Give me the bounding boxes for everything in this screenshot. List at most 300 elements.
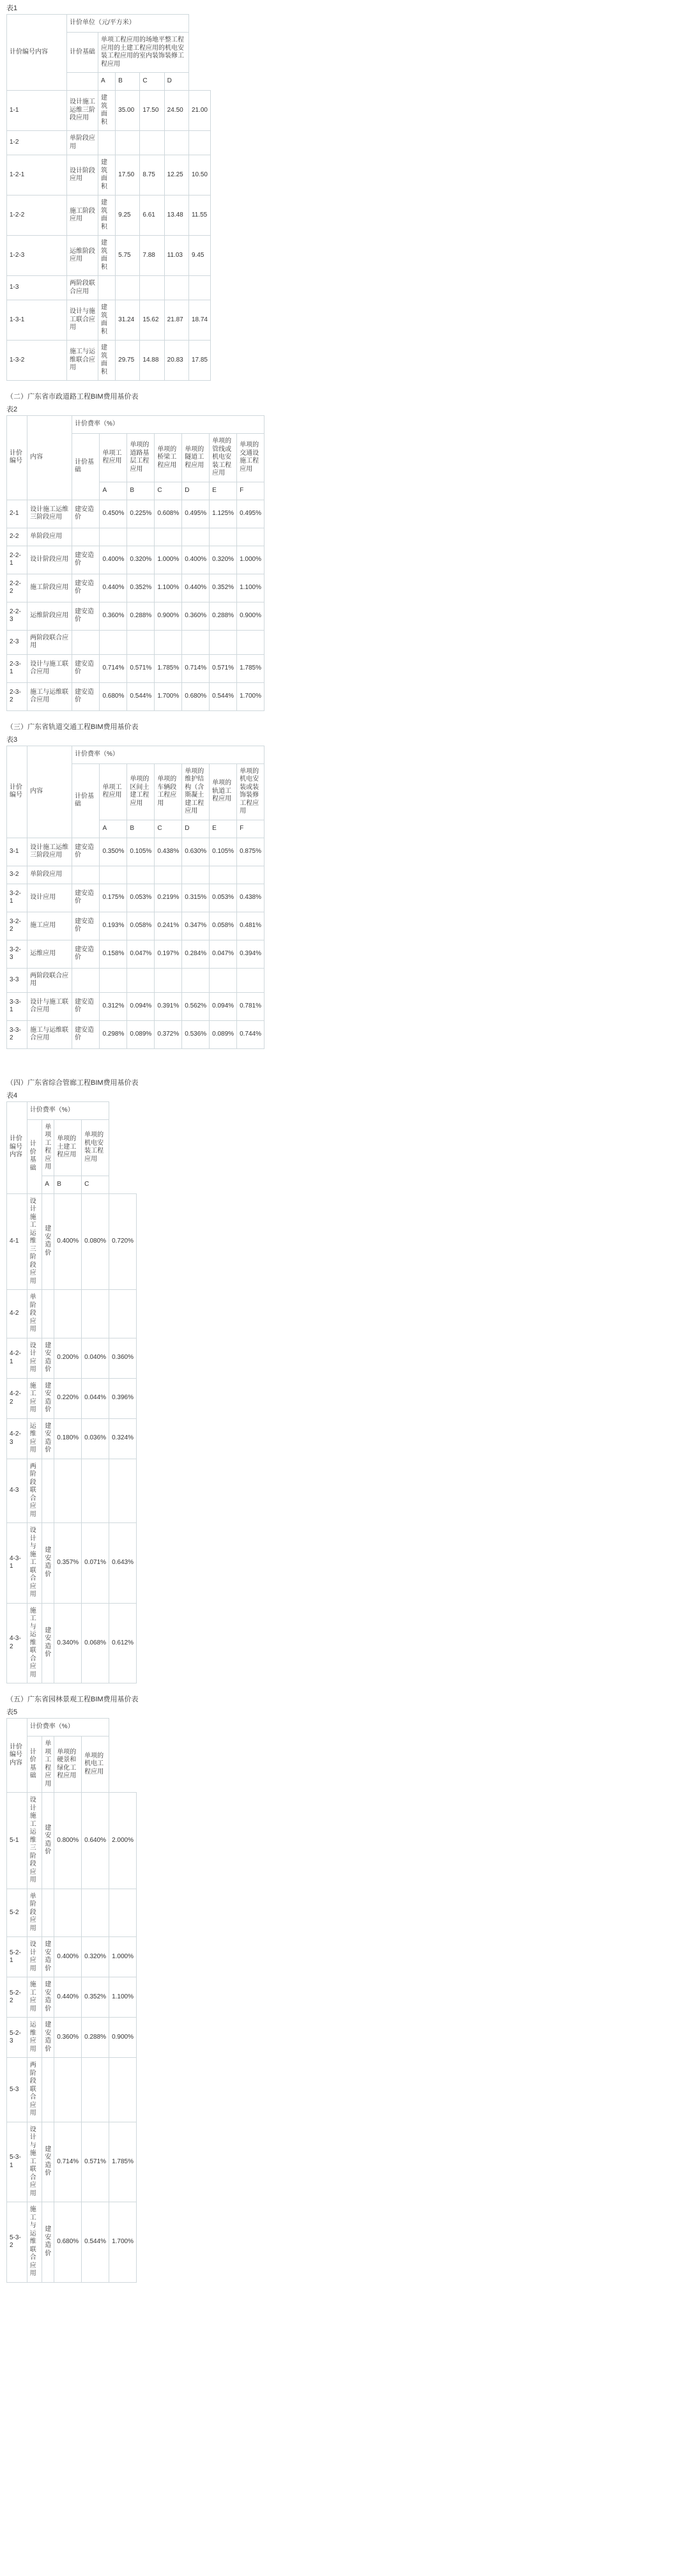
table-row — [7, 2018, 137, 2058]
row-value: 0.315% — [182, 884, 210, 912]
table-row — [7, 1290, 137, 1338]
row-value: 0.180% — [54, 1418, 82, 1459]
row-value: 0.193% — [100, 912, 127, 940]
row-basis: 建安造价 — [72, 602, 99, 630]
row-name: 施工阶段应用 — [27, 574, 72, 602]
row-value: 1.785% — [237, 654, 264, 682]
row-value: 0.220% — [54, 1378, 82, 1418]
table-row — [7, 912, 264, 940]
row-no: 2-2-1 — [7, 546, 27, 574]
bim-fee-table-4 — [6, 1101, 137, 1684]
header-letter-d: D — [182, 482, 210, 500]
header-basis: 计价基础 — [67, 33, 98, 73]
row-no: 1-2-1 — [7, 155, 67, 195]
row-no: 1-1 — [7, 91, 67, 131]
header-no: 计价编号 — [7, 416, 27, 500]
header-split-2: 单项的土建工程应用 — [54, 1119, 82, 1176]
row-value: 0.071% — [82, 1523, 109, 1604]
table-caption-2: 表2 — [6, 406, 18, 413]
row-value: 0.440% — [182, 574, 210, 602]
row-no: 3-3-2 — [7, 1020, 27, 1048]
row-value: 9.45 — [188, 236, 210, 276]
row-value — [109, 1889, 137, 1937]
row-name: 设计施工运维三阶段应用 — [27, 1193, 42, 1290]
table-row — [7, 341, 211, 381]
row-value: 0.352% — [82, 1977, 109, 2018]
row-name: 设计施工运维三阶段应用 — [27, 500, 72, 528]
row-value — [109, 1290, 137, 1338]
table-row — [7, 155, 211, 195]
row-name: 运维应用 — [27, 1418, 42, 1459]
row-value — [140, 276, 164, 300]
row-basis — [98, 276, 116, 300]
row-value: 0.053% — [210, 884, 237, 912]
row-value: 1.125% — [210, 500, 237, 528]
row-value: 0.630% — [182, 838, 210, 866]
header-basis: 计价基础 — [72, 763, 99, 838]
row-name: 单阶段应用 — [27, 1889, 42, 1937]
row-value: 1.785% — [109, 2122, 137, 2202]
row-name: 设计阶段应用 — [67, 155, 98, 195]
row-value — [210, 968, 237, 992]
row-value — [116, 276, 140, 300]
row-value: 0.394% — [237, 940, 264, 968]
row-name: 单阶段应用 — [27, 528, 72, 546]
row-no: 2-3-2 — [7, 682, 27, 710]
row-value: 0.612% — [109, 1603, 137, 1683]
bim-fee-table-3 — [6, 746, 264, 1049]
row-value — [100, 968, 127, 992]
header-split-1: 单项工程应用 — [100, 434, 127, 482]
row-basis — [42, 1290, 54, 1338]
row-value — [182, 528, 210, 546]
row-value: 0.089% — [127, 1020, 155, 1048]
block-gap — [0, 1049, 690, 1067]
row-value — [116, 131, 140, 155]
header-split-2: 单项的区间土建工程应用 — [127, 763, 155, 820]
table-row — [7, 1793, 137, 1889]
row-value — [164, 276, 188, 300]
bim-fee-table-1 — [6, 14, 211, 381]
header-letter-b: B — [116, 73, 140, 91]
row-value: 29.75 — [116, 341, 140, 381]
row-value: 0.372% — [155, 1020, 182, 1048]
table-row — [7, 1193, 137, 1290]
row-value: 1.100% — [155, 574, 182, 602]
row-value: 0.068% — [82, 1603, 109, 1683]
bim-fee-table-5 — [6, 1718, 137, 2283]
row-value: 0.495% — [237, 500, 264, 528]
row-value — [100, 630, 127, 654]
table-row — [7, 1378, 137, 1418]
row-no: 4-3 — [7, 1459, 27, 1523]
table-row — [7, 416, 264, 434]
row-value: 0.714% — [100, 654, 127, 682]
row-value — [210, 630, 237, 654]
row-no: 3-2 — [7, 866, 27, 884]
row-no: 5-2-2 — [7, 1977, 27, 2018]
table-row — [7, 2058, 137, 2122]
header-letter-f: F — [237, 482, 264, 500]
table-caption-4: 表4 — [6, 1091, 18, 1100]
row-value: 24.50 — [164, 91, 188, 131]
header-split-6: 单项的机电安装或装饰装修工程应用 — [237, 763, 264, 820]
row-value: 0.643% — [109, 1523, 137, 1604]
row-value: 0.288% — [127, 602, 155, 630]
table-row — [7, 546, 264, 574]
table-row — [7, 300, 211, 341]
row-value: 0.438% — [155, 838, 182, 866]
header-split-5: 单项的管线或机电安装工程应用 — [210, 434, 237, 482]
row-value: 0.744% — [237, 1020, 264, 1048]
table-row — [7, 528, 264, 546]
row-no: 3-2-1 — [7, 884, 27, 912]
table-row — [7, 574, 264, 602]
row-no: 4-2-2 — [7, 1378, 27, 1418]
row-value: 0.450% — [100, 500, 127, 528]
header-letter-e: E — [210, 820, 237, 838]
row-no: 4-2 — [7, 1290, 27, 1338]
row-value: 0.352% — [210, 574, 237, 602]
row-value: 0.105% — [127, 838, 155, 866]
row-value — [237, 968, 264, 992]
header-split-4: 单项的隧道工程应用 — [182, 434, 210, 482]
row-name: 单阶段应用 — [27, 866, 72, 884]
row-no: 3-3-1 — [7, 992, 27, 1020]
row-value: 0.360% — [100, 602, 127, 630]
row-name: 设计阶段应用 — [27, 546, 72, 574]
row-name: 施工与运维联合应用 — [67, 341, 98, 381]
header-letter-a: A — [98, 73, 116, 91]
row-value: 1.000% — [155, 546, 182, 574]
row-value: 0.298% — [100, 1020, 127, 1048]
row-basis: 建筑面积 — [98, 341, 116, 381]
row-value: 1.700% — [155, 682, 182, 710]
row-value: 6.61 — [140, 195, 164, 236]
row-value — [109, 1459, 137, 1523]
row-value: 0.495% — [182, 500, 210, 528]
row-name: 两阶段联合应用 — [27, 630, 72, 654]
row-basis: 建安造价 — [42, 1977, 54, 2018]
header-split-2: 单项的道路基层工程应用 — [127, 434, 155, 482]
row-basis: 建筑面积 — [98, 155, 116, 195]
section-title-4: （四）广东省综合管廊工程BIM费用基价表 — [6, 1078, 139, 1087]
row-no: 4-2-1 — [7, 1338, 27, 1378]
row-basis — [42, 1459, 54, 1523]
row-value — [210, 528, 237, 546]
row-value: 0.544% — [127, 682, 155, 710]
header-letter-c: C — [155, 820, 182, 838]
row-basis: 建安造价 — [42, 1418, 54, 1459]
table-row — [7, 1603, 137, 1683]
row-name: 施工与运维联合应用 — [27, 2202, 42, 2283]
row-no: 4-2-3 — [7, 1418, 27, 1459]
row-value: 1.700% — [109, 2202, 137, 2283]
row-value: 0.800% — [54, 1793, 82, 1889]
header-split-3: 单项的车辆段工程应用 — [155, 763, 182, 820]
table-row — [7, 992, 264, 1020]
row-no: 5-3-1 — [7, 2122, 27, 2202]
row-value: 31.24 — [116, 300, 140, 341]
row-value: 0.347% — [182, 912, 210, 940]
row-no: 2-3 — [7, 630, 27, 654]
row-name: 设计与施工联合应用 — [27, 1523, 42, 1604]
row-value: 1.785% — [155, 654, 182, 682]
header-unit-group: 计价费率（%） — [27, 1719, 109, 1736]
header-split-4: 单项的维护结构（含斯凝土建工程应用 — [182, 763, 210, 820]
row-value — [82, 2058, 109, 2122]
row-value — [210, 866, 237, 884]
row-value: 0.350% — [100, 838, 127, 866]
row-value: 0.047% — [210, 940, 237, 968]
section-title-5: （五）广东省园林景观工程BIM费用基价表 — [6, 1696, 139, 1703]
header-letter-c: C — [82, 1176, 109, 1193]
table-row — [7, 2202, 137, 2283]
row-basis: 建安造价 — [72, 912, 99, 940]
row-no: 3-1 — [7, 838, 27, 866]
row-no: 1-2-3 — [7, 236, 67, 276]
row-value: 0.391% — [155, 992, 182, 1020]
row-value — [155, 630, 182, 654]
row-name: 设计施工运维三阶段应用 — [67, 91, 98, 131]
header-split-6: 单项的交通设施工程应用 — [237, 434, 264, 482]
header-letter-d: D — [182, 820, 210, 838]
table-row — [7, 15, 211, 33]
row-name: 两阶段联合应用 — [27, 1459, 42, 1523]
row-value — [237, 528, 264, 546]
row-name: 施工阶段应用 — [67, 195, 98, 236]
row-value: 0.360% — [182, 602, 210, 630]
row-value: 0.900% — [109, 2018, 137, 2058]
row-name: 运维阶段应用 — [27, 602, 72, 630]
table-row — [7, 500, 264, 528]
row-name: 设计与施工联合应用 — [27, 2122, 42, 2202]
row-basis: 建安造价 — [42, 1193, 54, 1290]
section-title-3: （三）广东省轨道交通工程BIM费用基价表 — [6, 723, 139, 731]
row-name: 运维应用 — [27, 940, 72, 968]
row-no: 5-3-2 — [7, 2202, 27, 2283]
header-letter-a: A — [42, 1176, 54, 1193]
row-value: 0.481% — [237, 912, 264, 940]
row-value: 7.88 — [140, 236, 164, 276]
row-value: 0.714% — [54, 2122, 82, 2202]
row-value: 0.105% — [210, 838, 237, 866]
row-value: 0.680% — [100, 682, 127, 710]
table-row — [7, 884, 264, 912]
row-value: 0.720% — [109, 1193, 137, 1290]
row-basis: 建安造价 — [72, 884, 99, 912]
table-row — [7, 630, 264, 654]
row-no: 1-3-1 — [7, 300, 67, 341]
row-no: 4-3-1 — [7, 1523, 27, 1604]
row-name: 设计应用 — [27, 884, 72, 912]
row-value: 0.536% — [182, 1020, 210, 1048]
row-value: 0.158% — [100, 940, 127, 968]
row-value: 0.714% — [182, 654, 210, 682]
table-row — [7, 940, 264, 968]
row-value: 0.680% — [54, 2202, 82, 2283]
header-split-1: 单项工程应用 — [42, 1119, 54, 1176]
row-value: 1.100% — [237, 574, 264, 602]
header-letter-cell — [67, 73, 98, 91]
row-value — [54, 1459, 82, 1523]
row-basis — [72, 866, 99, 884]
row-value: 21.87 — [164, 300, 188, 341]
row-value: 0.608% — [155, 500, 182, 528]
header-basis: 计价基础 — [27, 1736, 42, 1793]
row-value: 0.781% — [237, 992, 264, 1020]
row-name: 两阶段联合应用 — [27, 968, 72, 992]
row-value — [54, 1889, 82, 1937]
table-row — [7, 968, 264, 992]
row-basis: 建安造价 — [42, 1378, 54, 1418]
row-value — [82, 1889, 109, 1937]
row-value — [237, 866, 264, 884]
row-value: 0.094% — [210, 992, 237, 1020]
row-no: 2-2-3 — [7, 602, 27, 630]
row-no: 2-2-2 — [7, 574, 27, 602]
row-name: 施工应用 — [27, 912, 72, 940]
row-value — [127, 968, 155, 992]
row-value: 0.400% — [54, 1937, 82, 1977]
row-value: 0.241% — [155, 912, 182, 940]
header-basis: 计价基础 — [27, 1119, 42, 1193]
row-value: 0.320% — [210, 546, 237, 574]
header-letter-c: C — [155, 482, 182, 500]
header-letter-a: A — [100, 482, 127, 500]
table-row — [7, 2122, 137, 2202]
row-value: 0.400% — [100, 546, 127, 574]
row-name: 设计与施工联合应用 — [67, 300, 98, 341]
row-value: 9.25 — [116, 195, 140, 236]
row-basis: 建安造价 — [72, 500, 99, 528]
row-basis: 建安造价 — [72, 838, 99, 866]
table-row — [7, 838, 264, 866]
row-no: 5-2 — [7, 1889, 27, 1937]
row-value — [127, 866, 155, 884]
row-basis: 建安造价 — [72, 992, 99, 1020]
row-value: 0.352% — [127, 574, 155, 602]
row-value — [100, 866, 127, 884]
header-split-3: 单项的桥梁工程应用 — [155, 434, 182, 482]
row-basis: 建安造价 — [72, 940, 99, 968]
row-value: 0.900% — [155, 602, 182, 630]
header-label-no-content: 计价编号内容 — [7, 1719, 27, 1793]
row-value: 0.571% — [210, 654, 237, 682]
row-value: 0.284% — [182, 940, 210, 968]
row-no: 3-2-2 — [7, 912, 27, 940]
row-basis — [72, 968, 99, 992]
row-value: 0.438% — [237, 884, 264, 912]
row-name: 设计应用 — [27, 1338, 42, 1378]
row-value: 14.88 — [140, 341, 164, 381]
row-value: 0.571% — [82, 2122, 109, 2202]
row-basis: 建安造价 — [72, 654, 99, 682]
row-value: 0.360% — [54, 2018, 82, 2058]
header-split-3: 单项的机电安装工程应用 — [82, 1119, 109, 1176]
row-basis: 建安造价 — [42, 2122, 54, 2202]
header-basis: 计价基础 — [72, 434, 99, 500]
row-value — [100, 528, 127, 546]
row-value: 0.544% — [210, 682, 237, 710]
header-unit-group: 计价单位（元/平方米） — [67, 15, 189, 33]
row-no: 4-3-2 — [7, 1603, 27, 1683]
table-row — [7, 1101, 137, 1119]
row-value: 1.700% — [237, 682, 264, 710]
table-row — [7, 1418, 137, 1459]
row-value: 1.100% — [109, 1977, 137, 2018]
row-value — [182, 866, 210, 884]
header-label-no-content: 计价编号内容 — [7, 1101, 27, 1193]
header-content: 内容 — [27, 416, 72, 500]
row-value: 0.640% — [82, 1793, 109, 1889]
row-value: 0.360% — [109, 1338, 137, 1378]
row-name: 设计与施工联合应用 — [27, 654, 72, 682]
row-value — [140, 131, 164, 155]
row-value — [82, 1290, 109, 1338]
row-name: 施工与运维联合应用 — [27, 1020, 72, 1048]
row-name: 设计与施工联合应用 — [27, 992, 72, 1020]
table-row — [7, 1020, 264, 1048]
row-value — [82, 1459, 109, 1523]
header-no: 计价编号 — [7, 746, 27, 838]
table-row — [7, 654, 264, 682]
row-value: 0.219% — [155, 884, 182, 912]
row-value: 5.75 — [116, 236, 140, 276]
row-value: 0.320% — [82, 1937, 109, 1977]
row-value: 0.320% — [127, 546, 155, 574]
table-row — [7, 1937, 137, 1977]
row-value — [155, 528, 182, 546]
row-value: 35.00 — [116, 91, 140, 131]
row-value: 11.03 — [164, 236, 188, 276]
row-basis: 建安造价 — [42, 2202, 54, 2283]
row-no: 1-3 — [7, 276, 67, 300]
row-basis — [42, 1889, 54, 1937]
row-name: 两阶段联合应用 — [67, 276, 98, 300]
row-value: 0.400% — [54, 1193, 82, 1290]
row-value: 1.000% — [109, 1937, 137, 1977]
header-letter-e: E — [210, 482, 237, 500]
header-letter-f: F — [237, 820, 264, 838]
row-value: 8.75 — [140, 155, 164, 195]
header-split-2: 单项的硬景和绿化工程应用 — [54, 1736, 82, 1793]
row-value: 0.053% — [127, 884, 155, 912]
row-basis — [98, 131, 116, 155]
row-value — [155, 968, 182, 992]
section-title-2: （二）广东省市政道路工程BIM费用基价表 — [6, 393, 139, 401]
row-basis: 建安造价 — [42, 1338, 54, 1378]
row-value: 0.036% — [82, 1418, 109, 1459]
bim-fee-table-2 — [6, 415, 264, 711]
header-split-5: 单项的轨道工程应用 — [210, 763, 237, 820]
row-name: 运维阶段应用 — [67, 236, 98, 276]
row-basis — [42, 2058, 54, 2122]
row-value: 0.357% — [54, 1523, 82, 1604]
header-letter-b: B — [127, 482, 155, 500]
row-basis: 建安造价 — [72, 1020, 99, 1048]
row-basis: 建安造价 — [42, 1603, 54, 1683]
row-no: 2-3-1 — [7, 654, 27, 682]
row-value: 0.175% — [100, 884, 127, 912]
row-name: 两阶段联合应用 — [27, 2058, 42, 2122]
row-basis: 建安造价 — [72, 546, 99, 574]
row-basis: 建筑面积 — [98, 300, 116, 341]
header-unit-group: 计价费率（%） — [72, 746, 264, 763]
row-value: 0.396% — [109, 1378, 137, 1418]
row-value: 0.058% — [127, 912, 155, 940]
row-value: 0.094% — [127, 992, 155, 1020]
